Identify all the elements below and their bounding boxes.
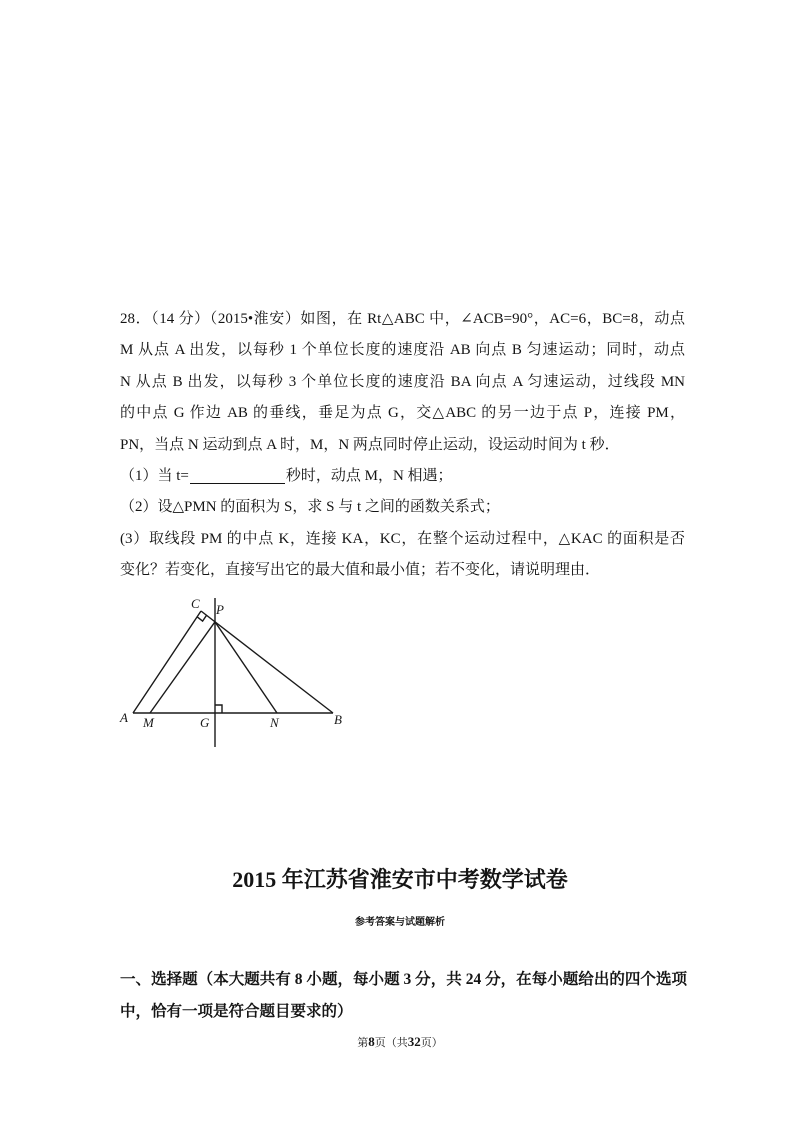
question-part-1-prefix: （1）当 t=	[120, 467, 189, 484]
answers-subtitle: 参考答案与试题解析	[355, 917, 445, 928]
question-part-1	[120, 461, 685, 492]
footer-middle: 页（共	[374, 1037, 408, 1049]
section-heading-line: 一、选择题（本大题共有 8 小题，每小题 3 分，共 24 分，在每小题给出的四个选项	[120, 971, 687, 988]
segment-ac	[133, 611, 201, 713]
problem-stem-line: 的中点 G 作边 AB 的垂线，垂足为点 G，交△ABC 的另一边于点 P，连接 PM，	[120, 405, 685, 422]
label-a: A	[120, 710, 128, 725]
triangle-figure	[110, 592, 360, 752]
page-footer	[0, 1033, 800, 1052]
right-angle-mark-c	[197, 615, 206, 621]
question-part-3-line: (3）取线段 PM 的中点 K，连接 KA，KC，在整个运动过程中，△KAC 的面积是否	[120, 530, 685, 547]
segment-pm	[150, 622, 215, 713]
section-heading-line: 中，恰有一项是符合题目要求的）	[120, 1003, 353, 1020]
answers-title: 2015 年江苏省淮安市中考数学试卷	[232, 867, 568, 892]
problem-stem-line: PN，当点 N 运动到点 A 时，M，N 两点同时停止运动，设运动时间为 t 秒．	[120, 436, 620, 453]
problem-stem-line: 28．（14 分）（2015•淮安）如图，在 Rt△ABC 中，∠ACB=90°，AC=6，BC=8，动点	[120, 311, 685, 327]
page-total: 32	[407, 1034, 421, 1049]
page-number: 8	[368, 1034, 375, 1049]
label-b: B	[334, 712, 342, 727]
problem-stem-line: M 从点 A 出发，以每秒 1 个单位长度的速度沿 AB 向点 B 匀速运动；同时，动点	[120, 342, 685, 359]
footer-suffix: 页）	[420, 1037, 443, 1049]
footer-prefix: 第	[357, 1037, 369, 1049]
label-m: M	[143, 715, 154, 730]
problem-stem-line: N 从点 B 出发，以每秒 3 个单位长度的速度沿 BA 向点 A 匀速运动，过线段 MN	[120, 373, 685, 390]
question-part-2: （2）设△PMN 的面积为 S，求 S 与 t 之间的函数关系式；	[120, 499, 500, 516]
label-n: N	[270, 715, 279, 730]
segment-pn	[215, 622, 277, 713]
problem-28	[120, 304, 685, 587]
right-angle-mark-g	[215, 705, 222, 713]
label-g: G	[200, 715, 210, 730]
answer-blank	[190, 469, 285, 484]
question-part-3-line: 变化？若变化，直接写出它的最大值和最小值；若不变化，请说明理由．	[120, 562, 601, 579]
label-c: C	[191, 596, 200, 611]
question-part-1-suffix: 秒时，动点 M，N 相遇；	[285, 467, 453, 484]
label-p: P	[216, 602, 224, 617]
section-one-heading	[120, 964, 687, 1028]
